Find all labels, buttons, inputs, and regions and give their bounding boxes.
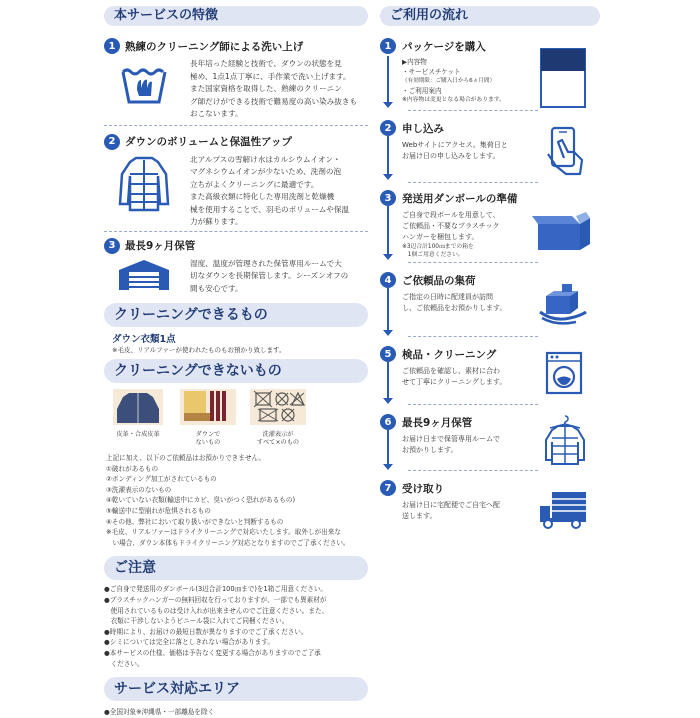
feature-2: [104, 134, 368, 229]
step-1: [380, 38, 600, 104]
notes-list: ●ご自身で発送用のダンボール(3辺合計100㎝まで)を1箱ご用意ください。 ●プラスチックハンガーの無料回収を行っておりますが、一部でも異素材が 使用されているものは受け入れが出来ませんのでご注意ください。また、 衣類に干渉しないようビニール袋に入れてご同梱ください。 ●時期により、お届けの最短日数が異なりますのでご了承ください。 ●シミについては完全に落としきれない場合があります。 ●本サービスの仕様、価格は予告なく変更する場合がありますのでご了承 ください。: [104, 585, 329, 668]
leather-jacket-item: [110, 389, 166, 447]
hanging-jacket-icon: [544, 414, 586, 470]
step-text: お届け日まで保管専用ルームで お預かりします。: [402, 435, 500, 454]
flow-heading: ご利用の流れ: [380, 6, 600, 26]
step-number: 4: [380, 272, 396, 288]
down-jacket-icon: [104, 154, 184, 229]
caption: ダウンで ないもの: [195, 431, 221, 446]
divider: [104, 231, 368, 232]
step-number: 3: [380, 190, 396, 206]
divider: [408, 262, 538, 263]
arrow-icon: [383, 398, 393, 404]
step-title: パッケージを購入: [402, 40, 486, 53]
divider: [408, 404, 538, 405]
no-wash-label-item: [250, 389, 306, 447]
arrow-icon: [383, 102, 393, 108]
right-column: [380, 6, 600, 696]
step-7: [380, 480, 600, 520]
feature-text: 湿度、温度が管理された保管専用ルームで大 切なダウンを長期保管します。シーズンオフの 間も安心です。: [190, 258, 349, 293]
step-text: ご自身で段ボールを用意して、 ご依頼品・不要なプラスチック ハンガーを梱包します。 ※3辺合計100㎝までの箱を 1個ご用意ください。: [402, 211, 500, 258]
warehouse-icon: [104, 258, 184, 296]
features-heading: 本サービスの特徴: [104, 6, 368, 26]
arrow-icon: [383, 464, 393, 470]
package-pickup-icon: [536, 282, 588, 330]
feature-text: 北アルプスの雪解け水はカルシウムイオン・ マグネシウムイオンが少ないため、洗剤の泡 立ちがよくクリーニングに最適です。 また高級衣類に特化した専用洗剤と乾燥機 械を使用することで、羽毛のボリュームや保温 力が蘇ります。: [190, 154, 350, 226]
arrow-icon: [383, 330, 393, 336]
can-clean-note: ※毛皮、リアルファーが使われたものもお預かり致します。: [112, 346, 286, 354]
step-text: ご依頼品を確認し、素材に合わ せて丁寧にクリーニングします。: [402, 367, 507, 386]
caption: 皮革・合成皮革: [116, 431, 160, 438]
feature-title: ダウンのボリュームと保温性アップ: [125, 136, 292, 148]
step-4: [380, 272, 600, 312]
cannot-clean-heading: クリーニングできないもの: [104, 359, 368, 383]
smartphone-hand-icon: [542, 126, 586, 180]
feature-1: [104, 38, 368, 121]
step-6: [380, 414, 600, 454]
divider: [408, 336, 538, 337]
feature-number: 2: [104, 134, 120, 150]
care-symbols-icon: [250, 389, 306, 425]
wash-tub-icon: [104, 58, 184, 121]
step-number: 5: [380, 346, 396, 362]
washing-machine-icon: [546, 352, 582, 398]
leather-jacket-icon: [113, 389, 163, 425]
step-title: 検品・クリーニング: [402, 348, 497, 361]
step-2: [380, 120, 600, 160]
caption: 洗濯表示が すべて×のもの: [256, 431, 300, 446]
non-down-item: [180, 389, 236, 447]
step-text: Webサイトにアクセス。集荷日と お届け日の申し込みをします。: [402, 141, 508, 160]
delivery-truck-icon: [538, 490, 588, 534]
step-3: [380, 190, 600, 258]
divider: [104, 125, 368, 126]
divider: [408, 470, 538, 471]
cannot-clean-list: 上記に加え、以下のご依頼品はお預かりできません。 ①破れがあるもの ②ボンディング加工がされているもの ③洗濯表示のないもの ④乾いていない衣類(輸送中にカビ、臭いがつく恐れがあるもの) ⑤輸送中に型崩れが危惧されるもの ⑥その他、弊社において取り扱いができないと判断するもの ※毛皮、リアルファーはドライクリーニングで対応いたします。取外しが出来な い場合、ダウン本体もドライクリーニング対応となりますのでご了承ください。: [106, 454, 350, 547]
step-text: お届け日に宅配便でご自宅へ配 送します。: [402, 501, 500, 520]
step-5: [380, 346, 600, 386]
step-number: 1: [380, 38, 396, 54]
step-title: 申し込み: [402, 122, 444, 135]
curtain-rug-icon: [180, 389, 236, 425]
cardboard-box-icon: [530, 212, 592, 256]
step-number: 6: [380, 414, 396, 430]
divider: [408, 182, 538, 183]
notes-heading: ご注意: [104, 556, 368, 580]
step-text: ご指定の日時に配達員が訪問 し、ご依頼品をお預かりします。: [402, 293, 507, 312]
package-icon: [540, 48, 586, 112]
step-title: ご依頼品の集荷: [402, 274, 476, 287]
cannot-clean-icons: [110, 389, 368, 447]
feature-text: 長年培った経験と技術で、ダウンの状態を見 極め、1点1点丁寧に、手作業で洗い上げます。 また国家資格を取得した、熟練のクリーニン グ師だけができる技術で難易度の高い染み抜きも おこないます。: [190, 59, 358, 118]
arrow-icon: [383, 254, 393, 260]
feature-number: 1: [104, 38, 120, 54]
feature-number: 3: [104, 238, 120, 254]
left-column: [104, 6, 368, 718]
step-title: 最長9ヶ月保管: [402, 416, 473, 429]
feature-3: [104, 238, 368, 296]
step-number: 2: [380, 120, 396, 136]
area-heading: サービス対応エリア: [104, 677, 368, 701]
step-title: 発送用ダンボールの準備: [402, 192, 518, 205]
can-clean-item: ダウン衣類1点: [112, 334, 176, 345]
feature-title: 最長9ヶ月保管: [125, 240, 196, 252]
arrow-icon: [383, 174, 393, 180]
step-title: 受け取り: [402, 482, 444, 495]
step-text: ▶内容物 ・サービスチケット （有効期限：ご購入日から6ヵ月間） ・ご利用案内 ※内容物は変更となる場合があります。: [402, 58, 505, 104]
area-text: ●全国対象※沖縄県・一部離島を除く: [104, 708, 215, 717]
step-number: 7: [380, 480, 396, 496]
can-clean-heading: クリーニングできるもの: [104, 303, 368, 327]
divider: [408, 110, 538, 111]
feature-title: 熟練のクリーニング師による洗い上げ: [125, 40, 304, 53]
